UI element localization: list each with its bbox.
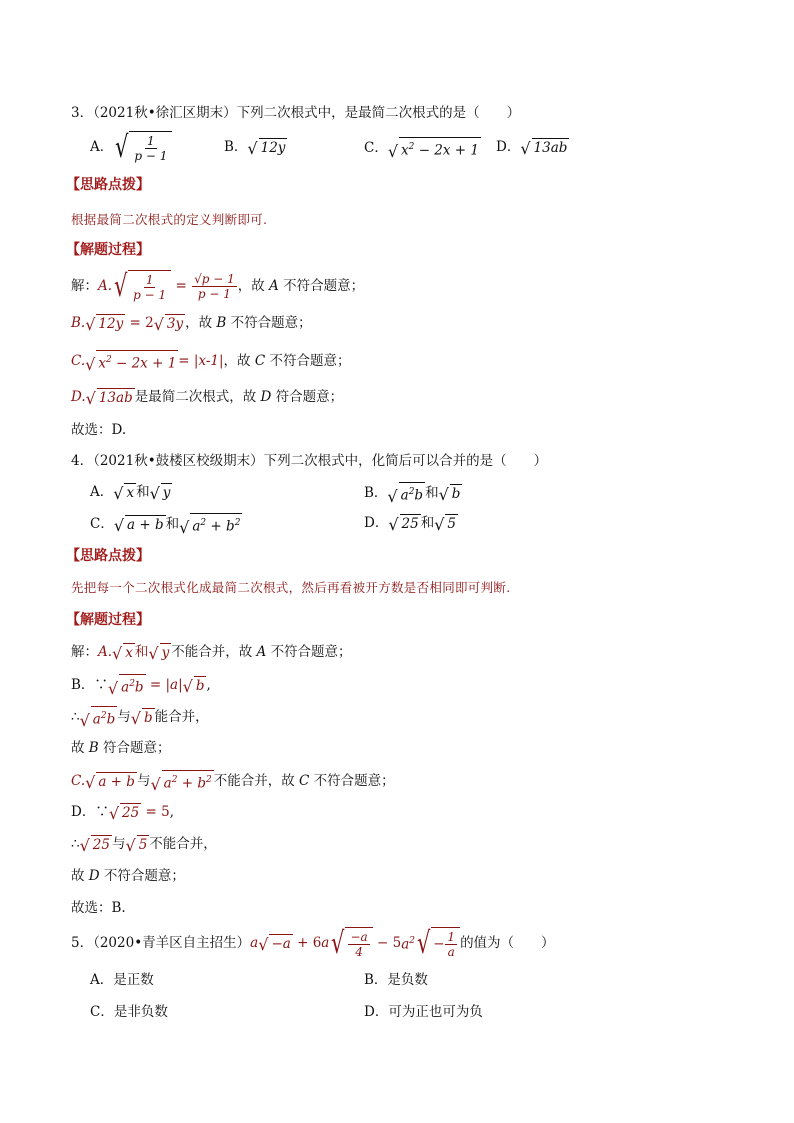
solution-connector: 不能合并，故 xyxy=(213,772,295,789)
option-letter: A. xyxy=(98,278,113,294)
solution-verdict: 能合并， xyxy=(154,708,209,725)
q4-solution-line-2: B．∵ √ $a^2b$ = |a| √ b , xyxy=(71,674,211,697)
abs-value: = |x-1| xyxy=(178,352,224,369)
q5-stem-suffix: 的值为（ ） xyxy=(460,935,555,951)
solution-connector: ，故 xyxy=(237,278,265,294)
solution-prefix: D．∵ xyxy=(71,804,109,820)
q4-option-a: A． √ x 和 √ y xyxy=(90,484,171,503)
q4-answer: 故选：B. xyxy=(71,900,126,916)
sqrt-expression: √ 12y xyxy=(85,315,124,334)
q4-solution-line-7: ∴ √ 25 与 √ 5 不能合并， xyxy=(71,836,217,855)
solution-verdict: 符合题意； xyxy=(275,389,344,405)
q5-stem: 5．（2020•青羊区自主招生） a √ −a + 6 a √ $\frac{-a}{4}$ − 5 $a^2$ √ − $\frac{1}{a}$ 的值为（ ） xyxy=(71,926,555,961)
q3-solution-line-c: C. √ $x^2 - 2x + 1$ = |x-1|，故 C 不符合题意； xyxy=(71,350,350,373)
q3-stem: 3．（2021秋•徐汇区期末）下列二次根式中，是最简二次根式的是（ ） xyxy=(71,105,521,121)
q3-option-c-label: C． xyxy=(364,139,388,156)
sqrt-expression: √ $\frac{1}{p - 1}$ xyxy=(112,270,171,302)
q3-hint-text: 根据最简二次根式的定义判断即可. xyxy=(71,212,268,227)
q3-option-b xyxy=(224,137,287,157)
solution-verdict: 不符合题意； xyxy=(270,644,352,660)
and-word: 与 xyxy=(111,836,126,852)
and-word: 和 xyxy=(425,484,439,501)
q3-solution-heading: 【解题过程】 xyxy=(66,242,150,258)
sqrt-expression: √ $x^2 - 2x + 1$ xyxy=(388,137,481,160)
solution-verdict: 不能合并， xyxy=(149,836,217,852)
q5-option-b: B．是负数 xyxy=(364,972,428,988)
solution-prefix: B．∵ xyxy=(71,676,108,693)
and-word: 和 xyxy=(134,644,149,660)
and-word: 和 xyxy=(420,515,435,531)
q4-solution-line-3: ∴ √ $a^2b$ 与 √ b 能合并， xyxy=(71,706,209,729)
q3-answer: 故选：D. xyxy=(71,422,127,438)
q3-option-b-label: B． xyxy=(224,139,248,155)
sqrt-expression: √ 13ab xyxy=(85,389,133,408)
solution-prefix: 故 xyxy=(71,868,85,884)
and-word: 和 xyxy=(136,484,150,500)
solution-verdict: 不符合题意； xyxy=(103,868,185,884)
therefore-sign: ∴ xyxy=(71,708,80,725)
sqrt-expression: √ 3y xyxy=(153,315,184,334)
q3-solution-line-b: B. √ 12y = 2 √ 3y ，故 B 不符合题意； xyxy=(71,315,312,334)
q4-stem: 4．（2021秋•鼓楼区校级期末）下列二次根式中，化简后可以合并的是（ ） xyxy=(71,453,548,469)
q4-hint-heading: 【思路点拨】 xyxy=(66,548,150,564)
q3-solution-line-d: D. √ 13ab 是最简二次根式，故 D 符合题意； xyxy=(71,389,344,408)
q3-option-a xyxy=(90,130,172,164)
q5-option-c: C．是非负数 xyxy=(90,1004,168,1020)
solution-prefix: 故 xyxy=(71,740,85,756)
solution-prefix: 解： xyxy=(71,278,98,294)
q4-solution-line-4: 故 B 符合题意； xyxy=(71,740,171,756)
sqrt-expression: √ $\frac{1}{p - 1}$ xyxy=(113,131,172,163)
solution-verdict: 不符合题意； xyxy=(230,315,312,331)
q4-solution-heading: 【解题过程】 xyxy=(66,612,150,628)
and-word: 与 xyxy=(117,708,131,725)
solution-connector: ，故 xyxy=(223,352,251,369)
q3-solution-line-a: 解： A. √ $\frac{1}{p - 1}$ = $\frac{√p - 1}{p - 1}$ ，故 A 不符合题意； xyxy=(71,269,365,304)
solution-connector: 不能合并，故 xyxy=(171,644,253,660)
q4-solution-line-1: 解：A. √ x 和 √ y 不能合并，故 A 不符合题意； xyxy=(71,644,352,663)
solution-verdict: 不符合题意； xyxy=(269,352,351,369)
q4-option-b: B． √ $a^2b$ 和 √ b xyxy=(364,482,462,505)
solution-verdict: 不符合题意； xyxy=(313,772,395,789)
q3-option-a-label: A． xyxy=(90,139,114,155)
equals-sign: = xyxy=(171,278,192,294)
q3-hint-heading: 【思路点拨】 xyxy=(66,177,150,193)
q4-option-d: D． √ 25 和 √ 5 xyxy=(364,515,457,534)
sqrt-expression: √ 13ab xyxy=(520,139,568,158)
fraction-expression: $\frac{√p - 1}{p - 1}$ xyxy=(194,271,235,301)
q4-option-c: C． √ a + b 和 √ $a^2 + b^2$ xyxy=(90,513,242,536)
q3-option-c xyxy=(364,137,481,160)
q4-solution-line-6: D．∵ √ 25 = 5, xyxy=(71,804,174,823)
q3-option-d xyxy=(496,137,569,157)
and-word: 与 xyxy=(136,772,151,789)
solution-connector: ，故 xyxy=(185,315,213,331)
q4-solution-line-8: 故 D 不符合题意； xyxy=(71,868,185,884)
therefore-sign: ∴ xyxy=(71,836,80,852)
q4-hint-text: 先把每一个二次根式化成最简二次根式，然后再看被开方数是否相同即可判断. xyxy=(71,580,511,595)
solution-prefix: 解： xyxy=(71,644,98,660)
q5-option-a: A．是正数 xyxy=(90,972,154,988)
sqrt-expression: √ 12y xyxy=(247,139,286,158)
sqrt-expression: √ $x^2 - 2x + 1$ xyxy=(85,350,178,373)
q5-stem-prefix: 5．（2020•青羊区自主招生） xyxy=(71,935,251,951)
q5-option-d: D．可为正也可为负 xyxy=(364,1004,483,1020)
solution-connector: 是最简二次根式，故 xyxy=(134,389,257,405)
and-word: 和 xyxy=(165,515,180,532)
solution-verdict: 符合题意； xyxy=(103,740,171,756)
q3-option-d-label: D． xyxy=(496,139,521,155)
solution-verdict: 不符合题意； xyxy=(283,278,365,294)
q4-solution-line-5: C. √ a + b 与 √ $a^2 + b^2$ 不能合并，故 C 不符合题意； xyxy=(71,770,395,793)
